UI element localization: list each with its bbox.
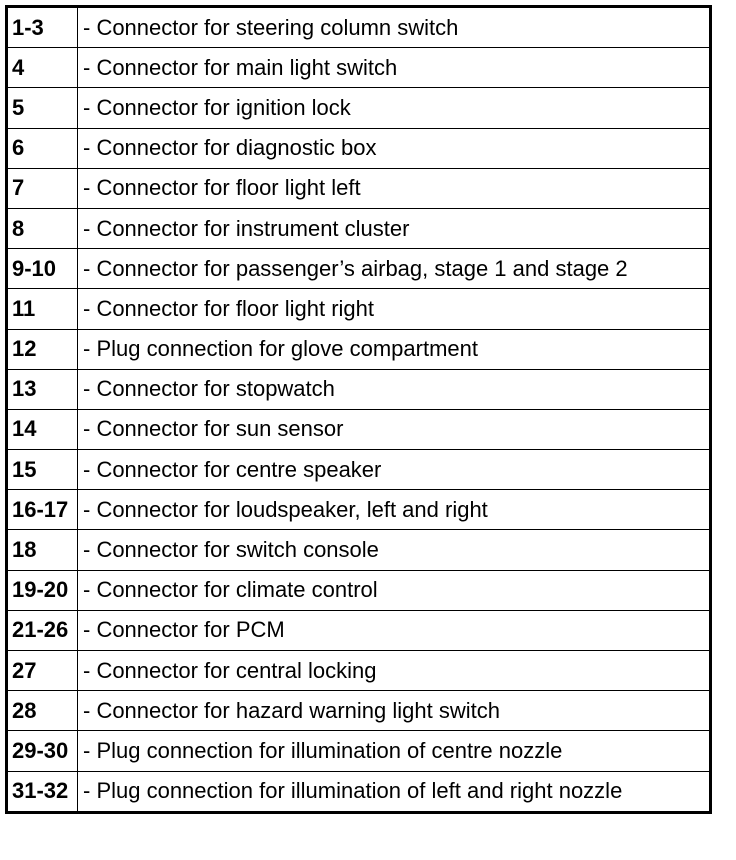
connector-number: 12 bbox=[7, 329, 78, 369]
table-row bbox=[7, 128, 711, 168]
connector-number: 6 bbox=[7, 128, 78, 168]
table-row bbox=[7, 88, 711, 128]
connector-number: 5 bbox=[7, 88, 78, 128]
connector-description: - Connector for ignition lock bbox=[78, 88, 711, 128]
table-row bbox=[7, 731, 711, 771]
connector-description: - Connector for switch console bbox=[78, 530, 711, 570]
table-row bbox=[7, 610, 711, 650]
table-row bbox=[7, 249, 711, 289]
connector-description: - Connector for hazard warning light switch bbox=[78, 691, 711, 731]
connector-description: - Plug connection for glove compartment bbox=[78, 329, 711, 369]
table-row bbox=[7, 168, 711, 208]
table-row bbox=[7, 208, 711, 248]
connector-number: 27 bbox=[7, 651, 78, 691]
connector-description: - Plug connection for illumination of left and right nozzle bbox=[78, 771, 711, 812]
table-row bbox=[7, 369, 711, 409]
connector-number: 21-26 bbox=[7, 610, 78, 650]
connector-description: - Connector for main light switch bbox=[78, 48, 711, 88]
table-row bbox=[7, 771, 711, 812]
connector-number: 15 bbox=[7, 450, 78, 490]
connector-number: 19-20 bbox=[7, 570, 78, 610]
connector-description: - Connector for instrument cluster bbox=[78, 208, 711, 248]
table-row bbox=[7, 691, 711, 731]
connector-description: - Connector for sun sensor bbox=[78, 409, 711, 449]
connector-description: - Connector for climate control bbox=[78, 570, 711, 610]
connector-description: - Connector for PCM bbox=[78, 610, 711, 650]
table-row bbox=[7, 450, 711, 490]
table-row bbox=[7, 409, 711, 449]
table-row bbox=[7, 490, 711, 530]
connector-number: 13 bbox=[7, 369, 78, 409]
connector-description: - Plug connection for illumination of centre nozzle bbox=[78, 731, 711, 771]
connector-description: - Connector for centre speaker bbox=[78, 450, 711, 490]
connector-description: - Connector for floor light right bbox=[78, 289, 711, 329]
connector-description: - Connector for loudspeaker, left and right bbox=[78, 490, 711, 530]
connector-number: 14 bbox=[7, 409, 78, 449]
connector-number: 1-3 bbox=[7, 7, 78, 48]
legend-body bbox=[7, 7, 711, 813]
connector-number: 29-30 bbox=[7, 731, 78, 771]
connector-number: 9-10 bbox=[7, 249, 78, 289]
connector-description: - Connector for central locking bbox=[78, 651, 711, 691]
table-row bbox=[7, 651, 711, 691]
table-row bbox=[7, 329, 711, 369]
connector-description: - Connector for floor light left bbox=[78, 168, 711, 208]
connector-description: - Connector for passenger’s airbag, stage 1 and stage 2 bbox=[78, 249, 711, 289]
connector-number: 4 bbox=[7, 48, 78, 88]
connector-number: 31-32 bbox=[7, 771, 78, 812]
table-row bbox=[7, 48, 711, 88]
connector-number: 28 bbox=[7, 691, 78, 731]
table-row bbox=[7, 570, 711, 610]
connector-legend-table bbox=[5, 5, 712, 814]
connector-number: 18 bbox=[7, 530, 78, 570]
connector-description: - Connector for steering column switch bbox=[78, 7, 711, 48]
connector-description: - Connector for stopwatch bbox=[78, 369, 711, 409]
table-row bbox=[7, 530, 711, 570]
connector-number: 16-17 bbox=[7, 490, 78, 530]
connector-number: 8 bbox=[7, 208, 78, 248]
table-row bbox=[7, 7, 711, 48]
connector-number: 7 bbox=[7, 168, 78, 208]
connector-description: - Connector for diagnostic box bbox=[78, 128, 711, 168]
connector-number: 11 bbox=[7, 289, 78, 329]
table-row bbox=[7, 289, 711, 329]
